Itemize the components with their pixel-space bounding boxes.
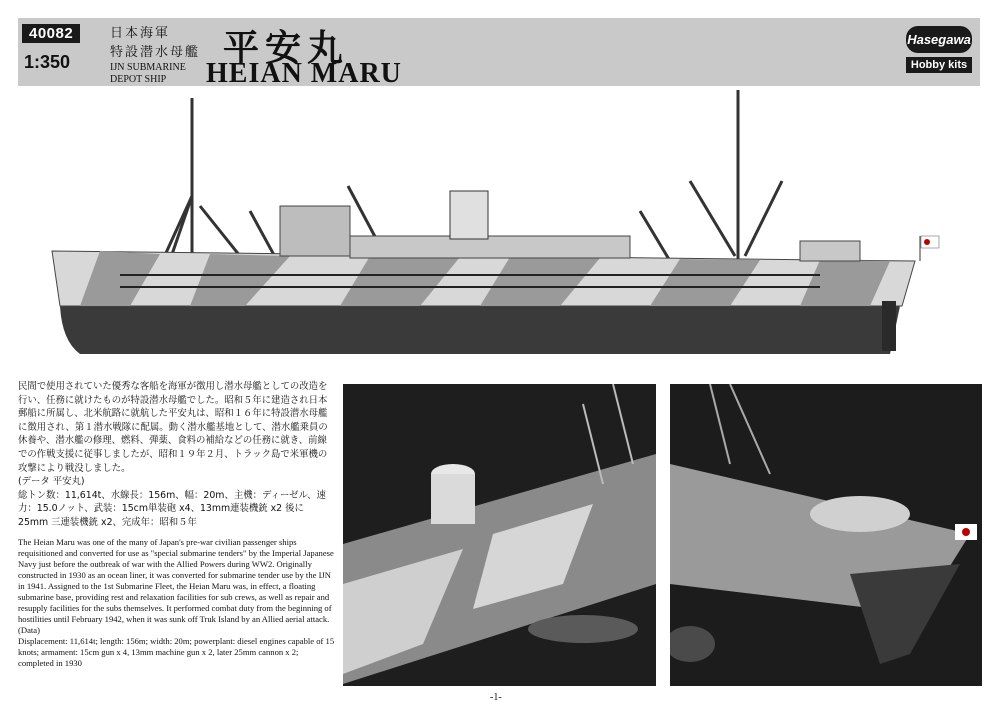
model-photo-midship: [343, 384, 656, 686]
rudder: [882, 301, 896, 351]
funnel: [450, 191, 488, 239]
jp-subtitle-line1: 日本海軍: [110, 26, 171, 41]
jp-subtitle-line2: 特設潜水母艦: [110, 45, 201, 60]
en-subtitle-line1: IJN SUBMARINE: [110, 62, 186, 73]
en-subtitle-line2: DEPOT SHIP: [110, 74, 167, 85]
en-subtitle: [110, 62, 186, 86]
ship-hull-lower: [60, 306, 900, 354]
ship-hull-upper: [52, 251, 915, 306]
scale-label: 1:350: [24, 52, 71, 72]
bridge-structure: [280, 206, 350, 256]
deckhouse: [350, 236, 630, 258]
aft-deckhouse: [800, 241, 860, 261]
jp-paragraph: 民間で使用されていた優秀な客船を海軍が徴用し潜水母艦としての改造を行い、任務に就けたものが特設潜水母艦でした。昭和５年に建造され日本郵船に所属し、北米航路に就航した平安丸は、昭和１６年に特設潜水母艦に徴用され、第１潜水戦隊に配属。動く潜水艦基地として、潜水艦乗員の休養や、潜水艦の修理、燃料、弾薬、食料の補給などの任務に就き、前線での作戦支援に従事しましたが、昭和１９年２月、トラック島で米軍機の攻撃により戦没しました。: [18, 381, 328, 474]
brand-logo: [906, 26, 972, 80]
en-paragraph: The Heian Maru was one of the many of Japan's pre-war civilian passenger ships requisitioned and converted for use as "special submarine tenders" by the Imperial Japanese Navy just before the outbreak of war with the Allied Powers during WW2. Originally constructed in 1930 as an ocean liner, it was converted for submarine tender use by the IJN in 1941. Assigned to the 1st Submarine Fleet, the Heian Maru was, in effect, a floating submarine base, providing rest and relaxation facilities for sub crews, as well as repair and resupply facilities for the subs themselves. It performed combat duty from the beginning of hostilities until February 1942, when it was sunk off Truk Island by an Allied aerial attack.: [18, 537, 334, 624]
english-description: [18, 537, 336, 669]
model-photo-stern: [670, 384, 982, 686]
naval-flag-icon: [920, 236, 939, 261]
product-code: 40082: [22, 24, 80, 43]
jp-data-line: 総トン数：11,614t、水線長：156m、幅：20m、主機：ディーゼル、速力：15.0ノット、武装：15cm単装砲 x4、13mm連装機銃 x2 後に 25mm 三連装機銃 x2、完成年：昭和５年: [18, 489, 326, 528]
ship-profile-illustration: [40, 86, 960, 366]
header-banner: [18, 18, 980, 89]
japanese-description: [18, 380, 336, 530]
brand-sub: Hobby kits: [906, 57, 972, 73]
en-data-line: Displacement: 11,614t; length: 156m; width: 20m; powerplant: diesel engines capable of 15 knots; armament: 15cm gun x 4, 13mm machine gun x 2, later 25mm cannon x 2; completed in 1930: [18, 636, 335, 668]
page-number: -1-: [490, 692, 502, 703]
jp-subtitle: [110, 24, 200, 62]
jp-title: 平安丸: [223, 27, 350, 69]
en-data-heading: (Data): [18, 625, 40, 635]
brand-name: Hasegawa: [906, 26, 972, 53]
en-title: HEIAN MARU: [206, 58, 402, 89]
jp-data-heading: (データ 平安丸): [18, 476, 85, 488]
